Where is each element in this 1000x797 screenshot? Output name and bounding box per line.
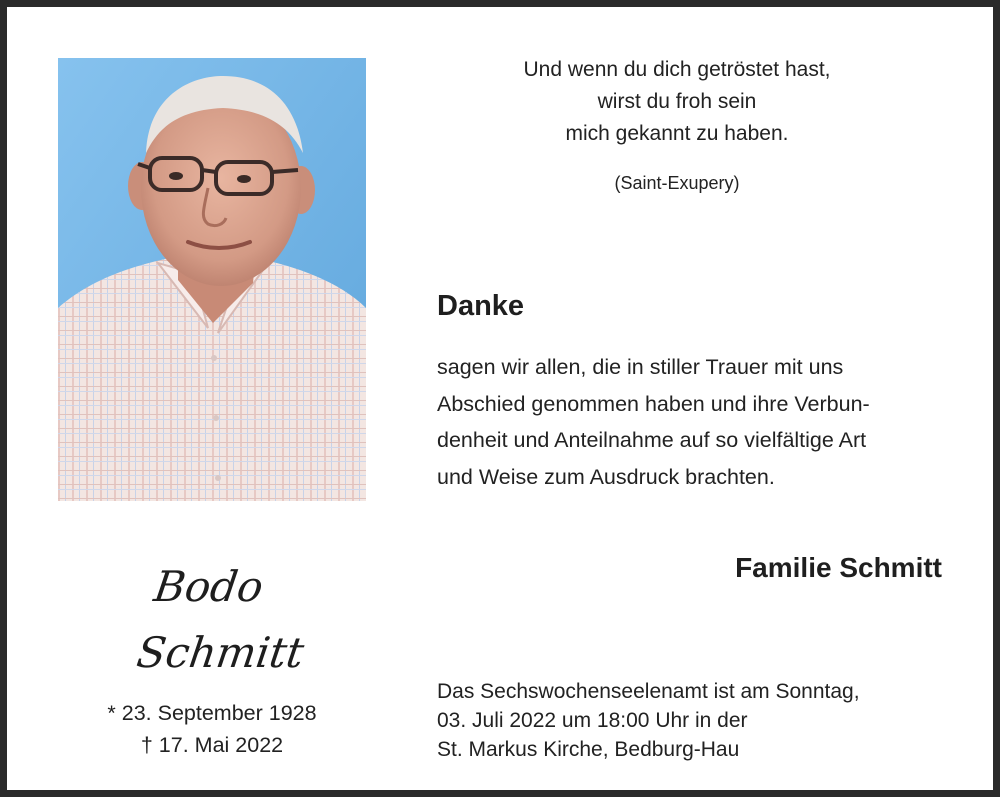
quote-line: mich gekannt zu haben.: [565, 122, 789, 145]
service-line: 03. Juli 2022 um 18:00 Uhr in der: [437, 709, 748, 732]
service-line: St. Markus Kirche, Bedburg-Hau: [437, 738, 740, 761]
portrait-photo: [58, 58, 366, 501]
deceased-last-name: Schmitt: [133, 628, 308, 677]
thanks-text-line: denheit und Anteilnahme auf so vielfältige Art: [437, 428, 867, 452]
thanks-title: Danke: [437, 290, 525, 322]
deceased-name-signature: [117, 555, 317, 690]
thanks-text-line: und Weise zum Ausdruck brachten.: [437, 464, 775, 489]
birth-date: * 23. September 1928: [107, 701, 317, 725]
quote: [477, 54, 877, 150]
life-dates: [58, 697, 366, 761]
family-signature: Familie Schmitt: [735, 552, 942, 583]
thanks-text: [437, 349, 957, 495]
service-line: Das Sechswochenseelenamt ist am Sonntag,: [437, 680, 860, 703]
thanks-text-line: Abschied genommen haben und ihre Verbun-: [437, 391, 870, 416]
quote-line: wirst du froh sein: [597, 90, 757, 113]
quote-author: (Saint-Exupery): [614, 173, 740, 193]
deceased-first-name: Bodo: [151, 562, 267, 611]
thanks-text-line: sagen wir allen, die in stiller Trauer mit uns: [437, 355, 844, 379]
death-date: † 17. Mai 2022: [140, 733, 284, 757]
quote-line: Und wenn du dich getröstet hast,: [523, 58, 831, 81]
service-announcement: [437, 677, 957, 764]
